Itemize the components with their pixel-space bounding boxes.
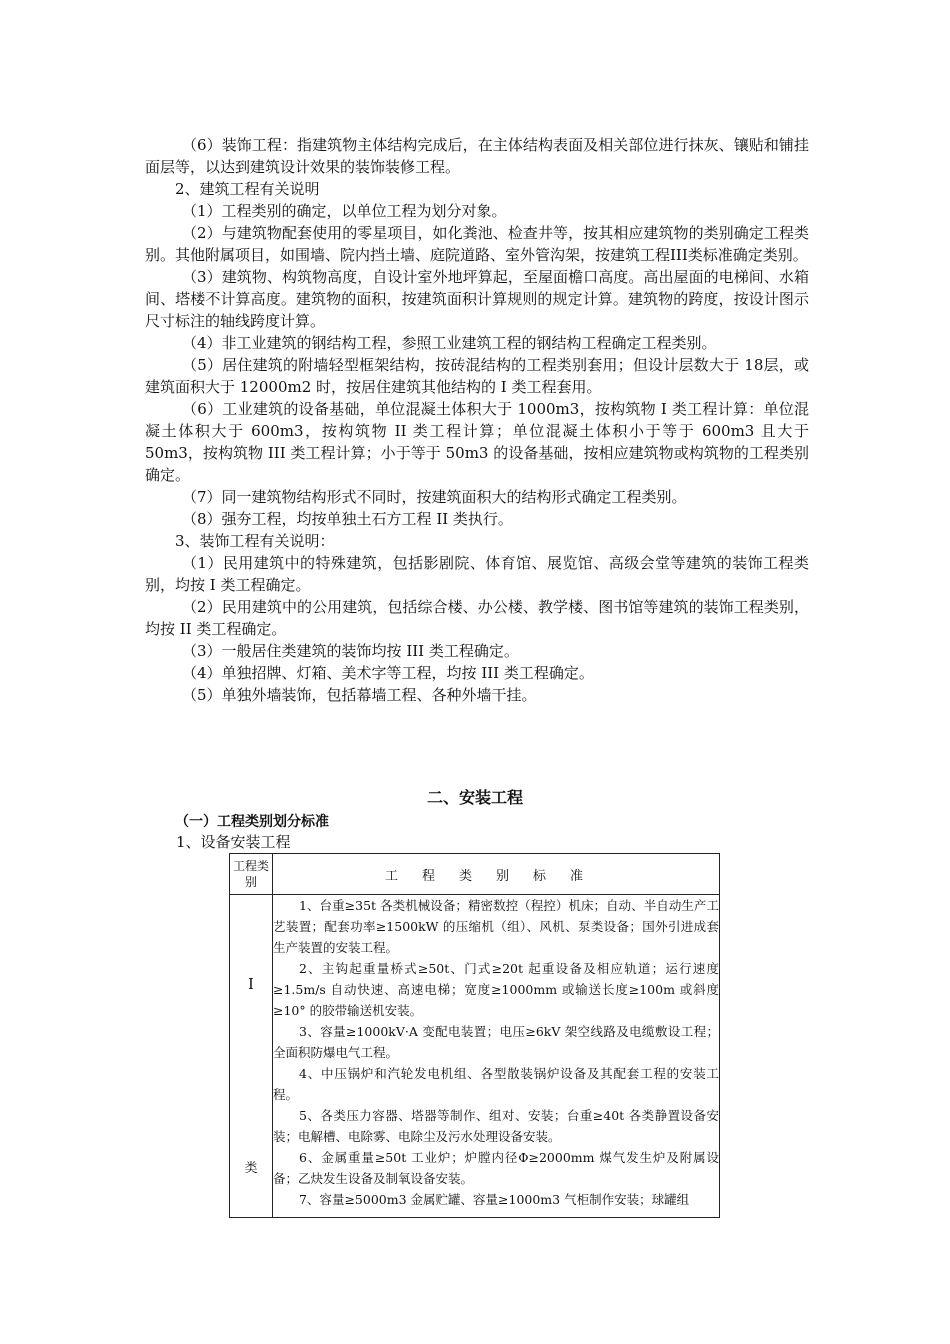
standard-item: 4、中压锅炉和汽轮发电机组、各型散装锅炉设备及其配套工程的安装工程。: [273, 1066, 719, 1102]
standard-item: 3、容量≥1000kV·A 变配电装置；电压≥6kV 架空线路及电缆敷设工程；全面积防爆电气工程。: [273, 1024, 719, 1060]
sub-heading: （一）工程类别划分标准: [175, 814, 329, 830]
paragraph: （3）一般居住类建筑的装饰均按 III 类工程确定。: [182, 642, 519, 660]
standard-item: 7、容量≥5000m3 金属贮罐、容量≥1000m3 气柜制作安装；球罐组: [299, 1192, 690, 1207]
paragraph: （2）与建筑物配套使用的零星项目，如化粪池、检查井等，按其相应建筑物的类别确定工程类别。其他附属项目，如围墙、院内挡土墙、庭院道路、室外管沟架，按建筑工程III类标准确定类别。: [145, 224, 809, 264]
paragraph: （2）民用建筑中的公用建筑，包括综合楼、办公楼、教学楼、图书馆等建筑的装饰工程类别，均按 II 类工程确定。: [145, 598, 809, 638]
standard-item: 2、主钩起重量桥式≥50t、门式≥20t 起重设备及相应轨道；运行速度≥1.5m/s 自动快速、高速电梯；宽度≥1000mm 或输送长度≥100m 或斜度≥10° 的胶带输送机安装。: [273, 961, 719, 1018]
paragraph: （8）强夯工程，均按单独土石方工程 II 类执行。: [182, 510, 513, 528]
category-label-bottom: 类: [244, 1161, 258, 1176]
table-header-row: [230, 854, 720, 895]
paragraph: （4）非工业建筑的钢结构工程，参照工业建筑工程的钢结构工程确定工程类别。: [182, 334, 717, 352]
paragraph: （6）装饰工程：指建筑物主体结构完成后，在主体结构表面及相关部位进行抹灰、镶贴和铺挂面层等，以达到建筑设计效果的装饰装修工程。: [145, 136, 809, 176]
paragraph: （1）民用建筑中的特殊建筑，包括影剧院、体育馆、展览馆、高级会堂等建筑的装饰工程类别，均按 I 类工程确定。: [145, 554, 809, 594]
body-text: [145, 134, 809, 706]
paragraph: （3）建筑物、构筑物高度，自设计室外地坪算起，至屋面檐口高度。高出屋面的电梯间、水箱间、塔楼不计算高度。建筑物的面积，按建筑面积计算规则的规定计算。建筑物的跨度，按设计图示尺寸标注的轴线跨度计算。: [145, 268, 809, 330]
paragraph: 2、建筑工程有关说明: [175, 180, 320, 198]
paragraph: （1）工程类别的确定，以单位工程为划分对象。: [182, 202, 507, 220]
standard-cell: [273, 895, 720, 1218]
paragraph: 3、装饰工程有关说明：: [175, 532, 335, 550]
paragraph: （4）单独招牌、灯箱、美术字等工程，均按 III 类工程确定。: [182, 664, 594, 682]
section-title: 二、安装工程: [426, 788, 523, 807]
table-row: [230, 895, 720, 1218]
standard-item: 1、台重≥35t 各类机械设备；精密数控（程控）机床；自动、半自动生产工艺装置；配套功率≥1500kW 的压缩机（组）、风机、泵类设备；国外引进成套生产装置的安装工程。: [273, 898, 719, 955]
paragraph: （5）居住建筑的附墙轻型框架结构，按砖混结构的工程类别套用；但设计层数大于 18层，或建筑面积大于 12000m2 时，按居住建筑其他结构的 I 类工程套用。: [145, 356, 809, 396]
category-label-top: I: [248, 975, 254, 993]
paragraph: （6）工业建筑的设备基础，单位混凝土体积大于 1000m3，按构筑物 I 类工程计算：单位混凝土体积大于 600m3，按构筑物 II 类工程计算；单位混凝土体积小于等于 600m3 且大于 50m3，按构筑物 III 类工程计算；小于等于 50m3 的设备基础，按相应建筑物或构筑物的工程类别确定。: [145, 400, 809, 484]
paragraph: （5）单独外墙装饰，包括幕墙工程、各种外墙干挂。: [182, 686, 537, 704]
classification-table: [229, 853, 720, 1218]
header-category: 工程类别: [230, 854, 273, 895]
standard-item: 5、各类压力容器、塔器等制作、组对、安装；台重≥40t 各类静置设备安装；电解槽、电除雾、电除尘及污水处理设备安装。: [273, 1108, 719, 1144]
paragraph: （7）同一建筑物结构形式不同时，按建筑面积大的结构形式确定工程类别。: [182, 488, 687, 506]
standard-item: 6、金属重量≥50t 工业炉；炉膛内径Φ≥2000mm 煤气发生炉及附属设备；乙炔发生设备及制氧设备安装。: [273, 1150, 719, 1186]
sub-item-title: 1、设备安装工程: [176, 833, 291, 851]
category-cell: [230, 895, 273, 1218]
header-standard: 工程类别标准: [273, 854, 720, 895]
